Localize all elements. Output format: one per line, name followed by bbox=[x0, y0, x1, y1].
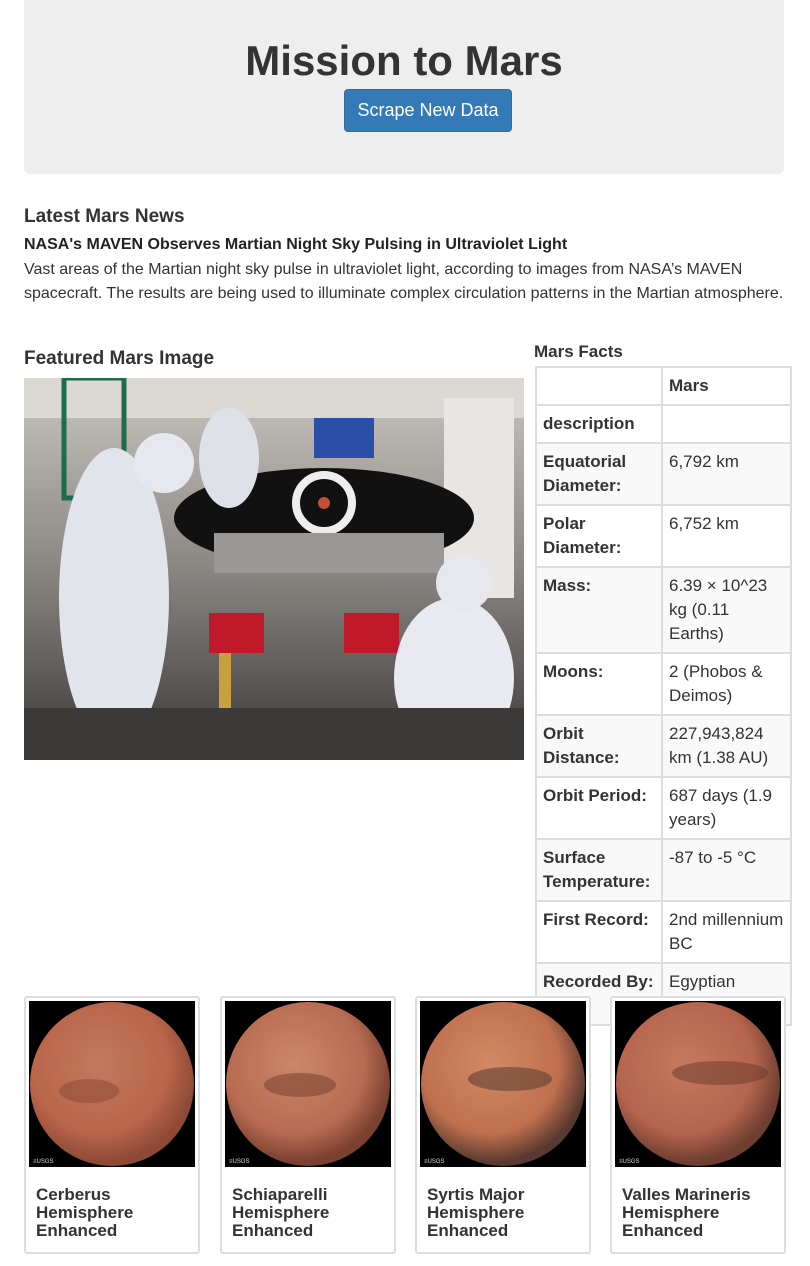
facts-row bbox=[536, 405, 791, 443]
hemisphere-card[interactable] bbox=[220, 996, 396, 1254]
facts-column-header: Mars bbox=[662, 367, 791, 405]
hemisphere-image[interactable] bbox=[420, 1001, 586, 1167]
facts-row-value: 6.39 × 10^23 kg (0.11 Earths) bbox=[662, 567, 791, 653]
facts-row bbox=[536, 901, 791, 963]
facts-row bbox=[536, 443, 791, 505]
mars-globe-icon bbox=[420, 1001, 586, 1167]
scrape-new-data-button[interactable]: Scrape New Data bbox=[344, 89, 512, 132]
jumbotron-header bbox=[24, 0, 784, 174]
hemisphere-image[interactable] bbox=[225, 1001, 391, 1167]
usgs-logo: ≡USGS bbox=[619, 1159, 640, 1165]
hemisphere-image[interactable] bbox=[615, 1001, 781, 1167]
facts-row-label: Mass: bbox=[536, 567, 662, 653]
facts-row-label: Moons: bbox=[536, 653, 662, 715]
mars-globe-icon bbox=[29, 1001, 195, 1167]
facts-row-label: description bbox=[536, 405, 662, 443]
facts-row-label: Orbit Distance: bbox=[536, 715, 662, 777]
facts-row-value bbox=[662, 405, 791, 443]
facts-row-label: Polar Diameter: bbox=[536, 505, 662, 567]
mars-globe-icon bbox=[225, 1001, 391, 1167]
featured-mars-image[interactable] bbox=[24, 378, 524, 760]
facts-row-value: -87 to -5 °C bbox=[662, 839, 791, 901]
facts-row bbox=[536, 839, 791, 901]
usgs-logo: ≡USGS bbox=[33, 1159, 54, 1165]
hemisphere-title: Syrtis Major Hemisphere Enhanced bbox=[427, 1185, 525, 1240]
news-title: NASA's MAVEN Observes Martian Night Sky Pulsing in Ultraviolet Light bbox=[24, 236, 568, 253]
facts-row bbox=[536, 715, 791, 777]
facts-row-value: 6,752 km bbox=[662, 505, 791, 567]
hemisphere-title: Schiaparelli Hemisphere Enhanced bbox=[232, 1185, 330, 1240]
page-title: Mission to Mars bbox=[245, 37, 563, 84]
facts-row-value: 687 days (1.9 years) bbox=[662, 777, 791, 839]
featured-image-heading: Featured Mars Image bbox=[24, 348, 215, 369]
facts-row-value: 227,943,824 km (1.38 AU) bbox=[662, 715, 791, 777]
news-section-heading: Latest Mars News bbox=[24, 206, 185, 227]
mars-facts-heading: Mars Facts bbox=[534, 342, 623, 361]
facts-row-value: 2nd millennium BC bbox=[662, 901, 791, 963]
featured-image-illustration bbox=[24, 378, 524, 760]
facts-row bbox=[536, 777, 791, 839]
usgs-logo: ≡USGS bbox=[229, 1159, 250, 1165]
hemisphere-title: Cerberus Hemisphere Enhanced bbox=[36, 1185, 134, 1240]
mars-facts-table bbox=[535, 366, 792, 1026]
hemisphere-title: Valles Marineris Hemisphere Enhanced bbox=[622, 1185, 751, 1240]
facts-row-value: 2 (Phobos & Deimos) bbox=[662, 653, 791, 715]
mars-globe-icon bbox=[615, 1001, 781, 1167]
hemisphere-card[interactable] bbox=[415, 996, 591, 1254]
facts-row-label: Equatorial Diameter: bbox=[536, 443, 662, 505]
facts-row bbox=[536, 653, 791, 715]
facts-row-value: 6,792 km bbox=[662, 443, 791, 505]
facts-row-label: First Record: bbox=[536, 901, 662, 963]
facts-row bbox=[536, 567, 791, 653]
usgs-logo: ≡USGS bbox=[424, 1159, 445, 1165]
facts-row-label: Surface Temperature: bbox=[536, 839, 662, 901]
facts-header-empty bbox=[536, 367, 662, 405]
facts-header-row bbox=[536, 367, 791, 405]
facts-row bbox=[536, 505, 791, 567]
facts-row-label: Orbit Period: bbox=[536, 777, 662, 839]
facts-row-label: Recorded By: bbox=[536, 963, 662, 1025]
hemisphere-image[interactable] bbox=[29, 1001, 195, 1167]
facts-row-value: Egyptian bbox=[662, 963, 791, 1025]
news-paragraph: Vast areas of the Martian night sky pulse in ultraviolet light, according to images from NASA’s MAVEN spacecraft. The results are being used to illuminate complex circulation patterns in the Martian atmosphere. bbox=[24, 261, 784, 302]
hemisphere-card[interactable] bbox=[24, 996, 200, 1254]
hemisphere-card[interactable] bbox=[610, 996, 786, 1254]
